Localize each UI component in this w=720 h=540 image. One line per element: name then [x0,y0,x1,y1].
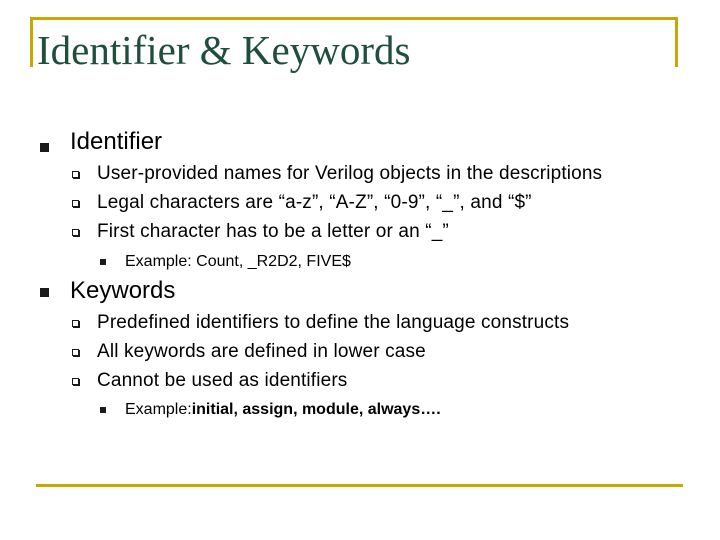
identifier-example [125,252,351,272]
identifier-heading: Identifier [70,128,163,155]
hollow-square-bullet-icon [72,200,79,207]
keywords-item-1: Predefined identifiers to define the language constructs [97,312,570,333]
title-frame-right-rule [675,17,678,67]
slide-title: Identifier & Keywords [37,27,411,73]
hollow-square-bullet-icon [72,171,79,178]
identifier-item-2: Legal characters are “a-z”, “A-Z”, “0-9”, “_”, and “$” [97,192,532,213]
bottom-rule [36,484,683,487]
title-frame-top-rule [30,17,678,20]
hollow-square-bullet-icon [72,229,79,236]
square-bullet-icon [40,143,49,152]
identifier-example-text: Example: Count, _R2D2, FIVE$ [125,253,351,270]
keywords-example-prefix: Example: [125,401,192,418]
keywords-item-2: All keywords are defined in lower case [97,341,426,362]
identifier-item-3: First character has to be a letter or an “_” [97,221,449,242]
keywords-heading: Keywords [70,277,176,304]
keywords-item-3: Cannot be used as identifiers [97,370,348,391]
title-frame-left-rule [30,17,33,67]
hollow-square-bullet-icon [72,349,79,356]
identifier-item-1: User-provided names for Verilog objects in the descriptions [97,163,603,184]
keywords-example [125,400,441,420]
hollow-square-bullet-icon [72,320,79,327]
small-square-bullet-icon [100,259,106,265]
keywords-example-emphasis: initial, assign, module, always…. [191,401,441,418]
hollow-square-bullet-icon [72,378,79,385]
small-square-bullet-icon [100,407,106,413]
square-bullet-icon [40,288,49,297]
